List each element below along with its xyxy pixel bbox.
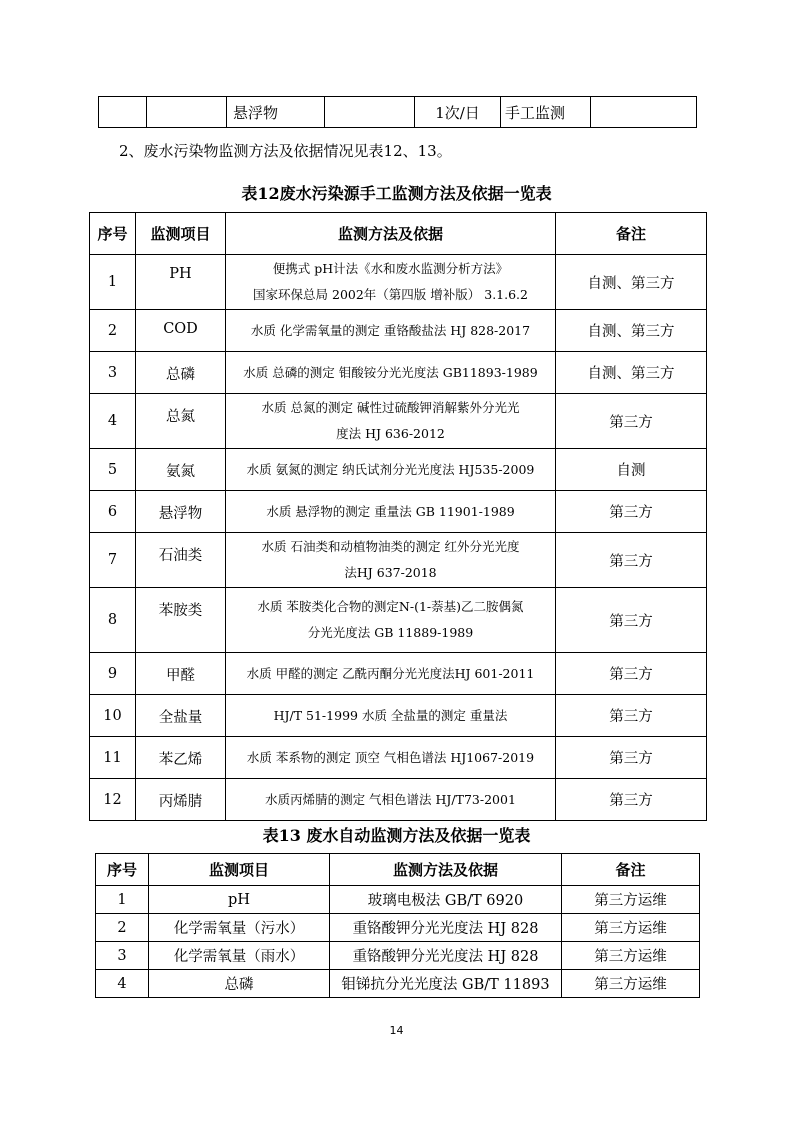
monitoring-item: 总磷 [149, 970, 330, 998]
method-line: 便携式 pH计法《水和废水监测分析方法》 [272, 261, 509, 276]
table-cell: 悬浮物 [227, 97, 325, 128]
table-cell [591, 97, 697, 128]
table-row [90, 491, 707, 533]
monitoring-item: 苯胺类 [136, 588, 226, 653]
monitoring-item: 苯乙烯 [136, 737, 226, 779]
remark: 第三方 [556, 491, 707, 533]
table-row [99, 97, 697, 128]
remark: 自测、第三方 [556, 255, 707, 310]
monitoring-item: 总氮 [136, 394, 226, 449]
remark: 第三方运维 [562, 970, 700, 998]
table-row [90, 653, 707, 695]
table-header-row [96, 854, 700, 886]
monitoring-item: 石油类 [136, 533, 226, 588]
row-number: 2 [90, 310, 136, 352]
remark: 第三方 [556, 779, 707, 821]
remark: 第三方运维 [562, 886, 700, 914]
monitoring-method: 钼锑抗分光光度法 GB/T 11893 [330, 970, 562, 998]
method-line: 国家环保总局 2002年（第四版 增补版） 3.1.6.2 [253, 287, 528, 302]
body-paragraph: 2、废水污染物监测方法及依据情况见表12、13。 [119, 142, 452, 160]
row-number: 1 [90, 255, 136, 310]
page-number: 14 [389, 1024, 404, 1037]
remark: 第三方运维 [562, 942, 700, 970]
monitoring-item: 全盐量 [136, 695, 226, 737]
monitoring-method: 重铬酸钾分光光度法 HJ 828 [330, 942, 562, 970]
table-row [90, 737, 707, 779]
row-number: 3 [96, 942, 149, 970]
monitoring-item: PH [136, 255, 226, 310]
table-row [90, 533, 707, 588]
method-line: 水质 甲醛的测定 乙酰丙酮分光光度法HJ 601-2011 [246, 665, 535, 681]
row-number: 8 [90, 588, 136, 653]
table-row [90, 352, 707, 394]
remark: 第三方 [556, 394, 707, 449]
table-row [96, 886, 700, 914]
table-cell [147, 97, 227, 128]
method-line: 水质 总氮的测定 碱性过硫酸钾消解紫外分光光 [261, 400, 520, 415]
row-number: 7 [90, 533, 136, 588]
remark: 第三方 [556, 695, 707, 737]
table12 [89, 212, 707, 821]
monitoring-method [226, 491, 556, 533]
row-number: 4 [96, 970, 149, 998]
table13 [95, 853, 700, 998]
row-number: 5 [90, 449, 136, 491]
monitoring-item: 氨氮 [136, 449, 226, 491]
method-line: 水质 悬浮物的测定 重量法 GB 11901-1989 [266, 503, 515, 519]
method-line: 水质 化学需氧量的测定 重铬酸盐法 HJ 828-2017 [250, 322, 531, 338]
table-row [90, 588, 707, 653]
monitoring-item: 化学需氧量（雨水） [149, 942, 330, 970]
remark: 第三方 [556, 533, 707, 588]
monitoring-method: 重铬酸钾分光光度法 HJ 828 [330, 914, 562, 942]
table-cell: 手工监测 [501, 97, 591, 128]
monitoring-item: COD [136, 310, 226, 352]
table-row [90, 779, 707, 821]
monitoring-method [226, 352, 556, 394]
column-header: 序号 [90, 213, 136, 255]
table-row [96, 942, 700, 970]
remark: 自测、第三方 [556, 352, 707, 394]
column-header: 备注 [556, 213, 707, 255]
column-header: 监测方法及依据 [330, 854, 562, 886]
table-row [90, 394, 707, 449]
table12-caption: 表12废水污染源手工监测方法及依据一览表 [241, 184, 552, 203]
monitoring-item: 悬浮物 [136, 491, 226, 533]
monitoring-item: 化学需氧量（污水） [149, 914, 330, 942]
monitoring-method [226, 449, 556, 491]
method-line: 度法 HJ 636-2012 [336, 426, 445, 441]
monitoring-item: 丙烯腈 [136, 779, 226, 821]
monitoring-method [226, 588, 556, 653]
method-line: 水质丙烯腈的测定 气相色谱法 HJ/T73-2001 [265, 791, 516, 807]
monitoring-item: pH [149, 886, 330, 914]
column-header: 监测项目 [149, 854, 330, 886]
method-line: 水质 苯胺类化合物的测定N-(1-萘基)乙二胺偶氮 [257, 599, 524, 614]
row-number: 6 [90, 491, 136, 533]
table-row [96, 970, 700, 998]
table-row [90, 310, 707, 352]
remark: 第三方 [556, 737, 707, 779]
row-number: 2 [96, 914, 149, 942]
column-header: 监测项目 [136, 213, 226, 255]
method-line: 法HJ 637-2018 [344, 565, 437, 580]
method-line: 水质 石油类和动植物油类的测定 红外分光光度 [261, 539, 520, 554]
row-number: 9 [90, 653, 136, 695]
row-number: 3 [90, 352, 136, 394]
table-cell [325, 97, 415, 128]
monitoring-method [226, 779, 556, 821]
table13-caption: 表13 废水自动监测方法及依据一览表 [262, 826, 531, 845]
table-cell: 1次/日 [415, 97, 501, 128]
remark: 自测 [556, 449, 707, 491]
row-number: 1 [96, 886, 149, 914]
monitoring-item: 总磷 [136, 352, 226, 394]
monitoring-item: 甲醛 [136, 653, 226, 695]
table-row [90, 449, 707, 491]
method-line: 水质 氨氮的测定 纳氏试剂分光光度法 HJ535-2009 [246, 461, 535, 477]
column-header: 监测方法及依据 [226, 213, 556, 255]
remark: 第三方运维 [562, 914, 700, 942]
table-cell [99, 97, 147, 128]
row-number: 12 [90, 779, 136, 821]
monitoring-method [226, 255, 556, 310]
remark: 第三方 [556, 588, 707, 653]
monitoring-method [226, 533, 556, 588]
column-header: 备注 [562, 854, 700, 886]
row-number: 4 [90, 394, 136, 449]
method-line: 水质 总磷的测定 钼酸铵分光光度法 GB11893-1989 [243, 364, 538, 380]
monitoring-method [226, 653, 556, 695]
remark: 自测、第三方 [556, 310, 707, 352]
row-number: 11 [90, 737, 136, 779]
monitoring-method [226, 737, 556, 779]
method-line: 水质 苯系物的测定 顶空 气相色谱法 HJ1067-2019 [246, 749, 535, 765]
table-row [90, 255, 707, 310]
monitoring-method [226, 394, 556, 449]
table-row [90, 695, 707, 737]
monitoring-method [226, 310, 556, 352]
remark: 第三方 [556, 653, 707, 695]
row-number: 10 [90, 695, 136, 737]
method-line: HJ/T 51-1999 水质 全盐量的测定 重量法 [273, 707, 508, 723]
method-line: 分光光度法 GB 11889-1989 [307, 625, 474, 640]
monitoring-method: 玻璃电极法 GB/T 6920 [330, 886, 562, 914]
table-header-row [90, 213, 707, 255]
monitoring-method [226, 695, 556, 737]
previous-table-fragment [98, 96, 697, 128]
table-row [96, 914, 700, 942]
column-header: 序号 [96, 854, 149, 886]
